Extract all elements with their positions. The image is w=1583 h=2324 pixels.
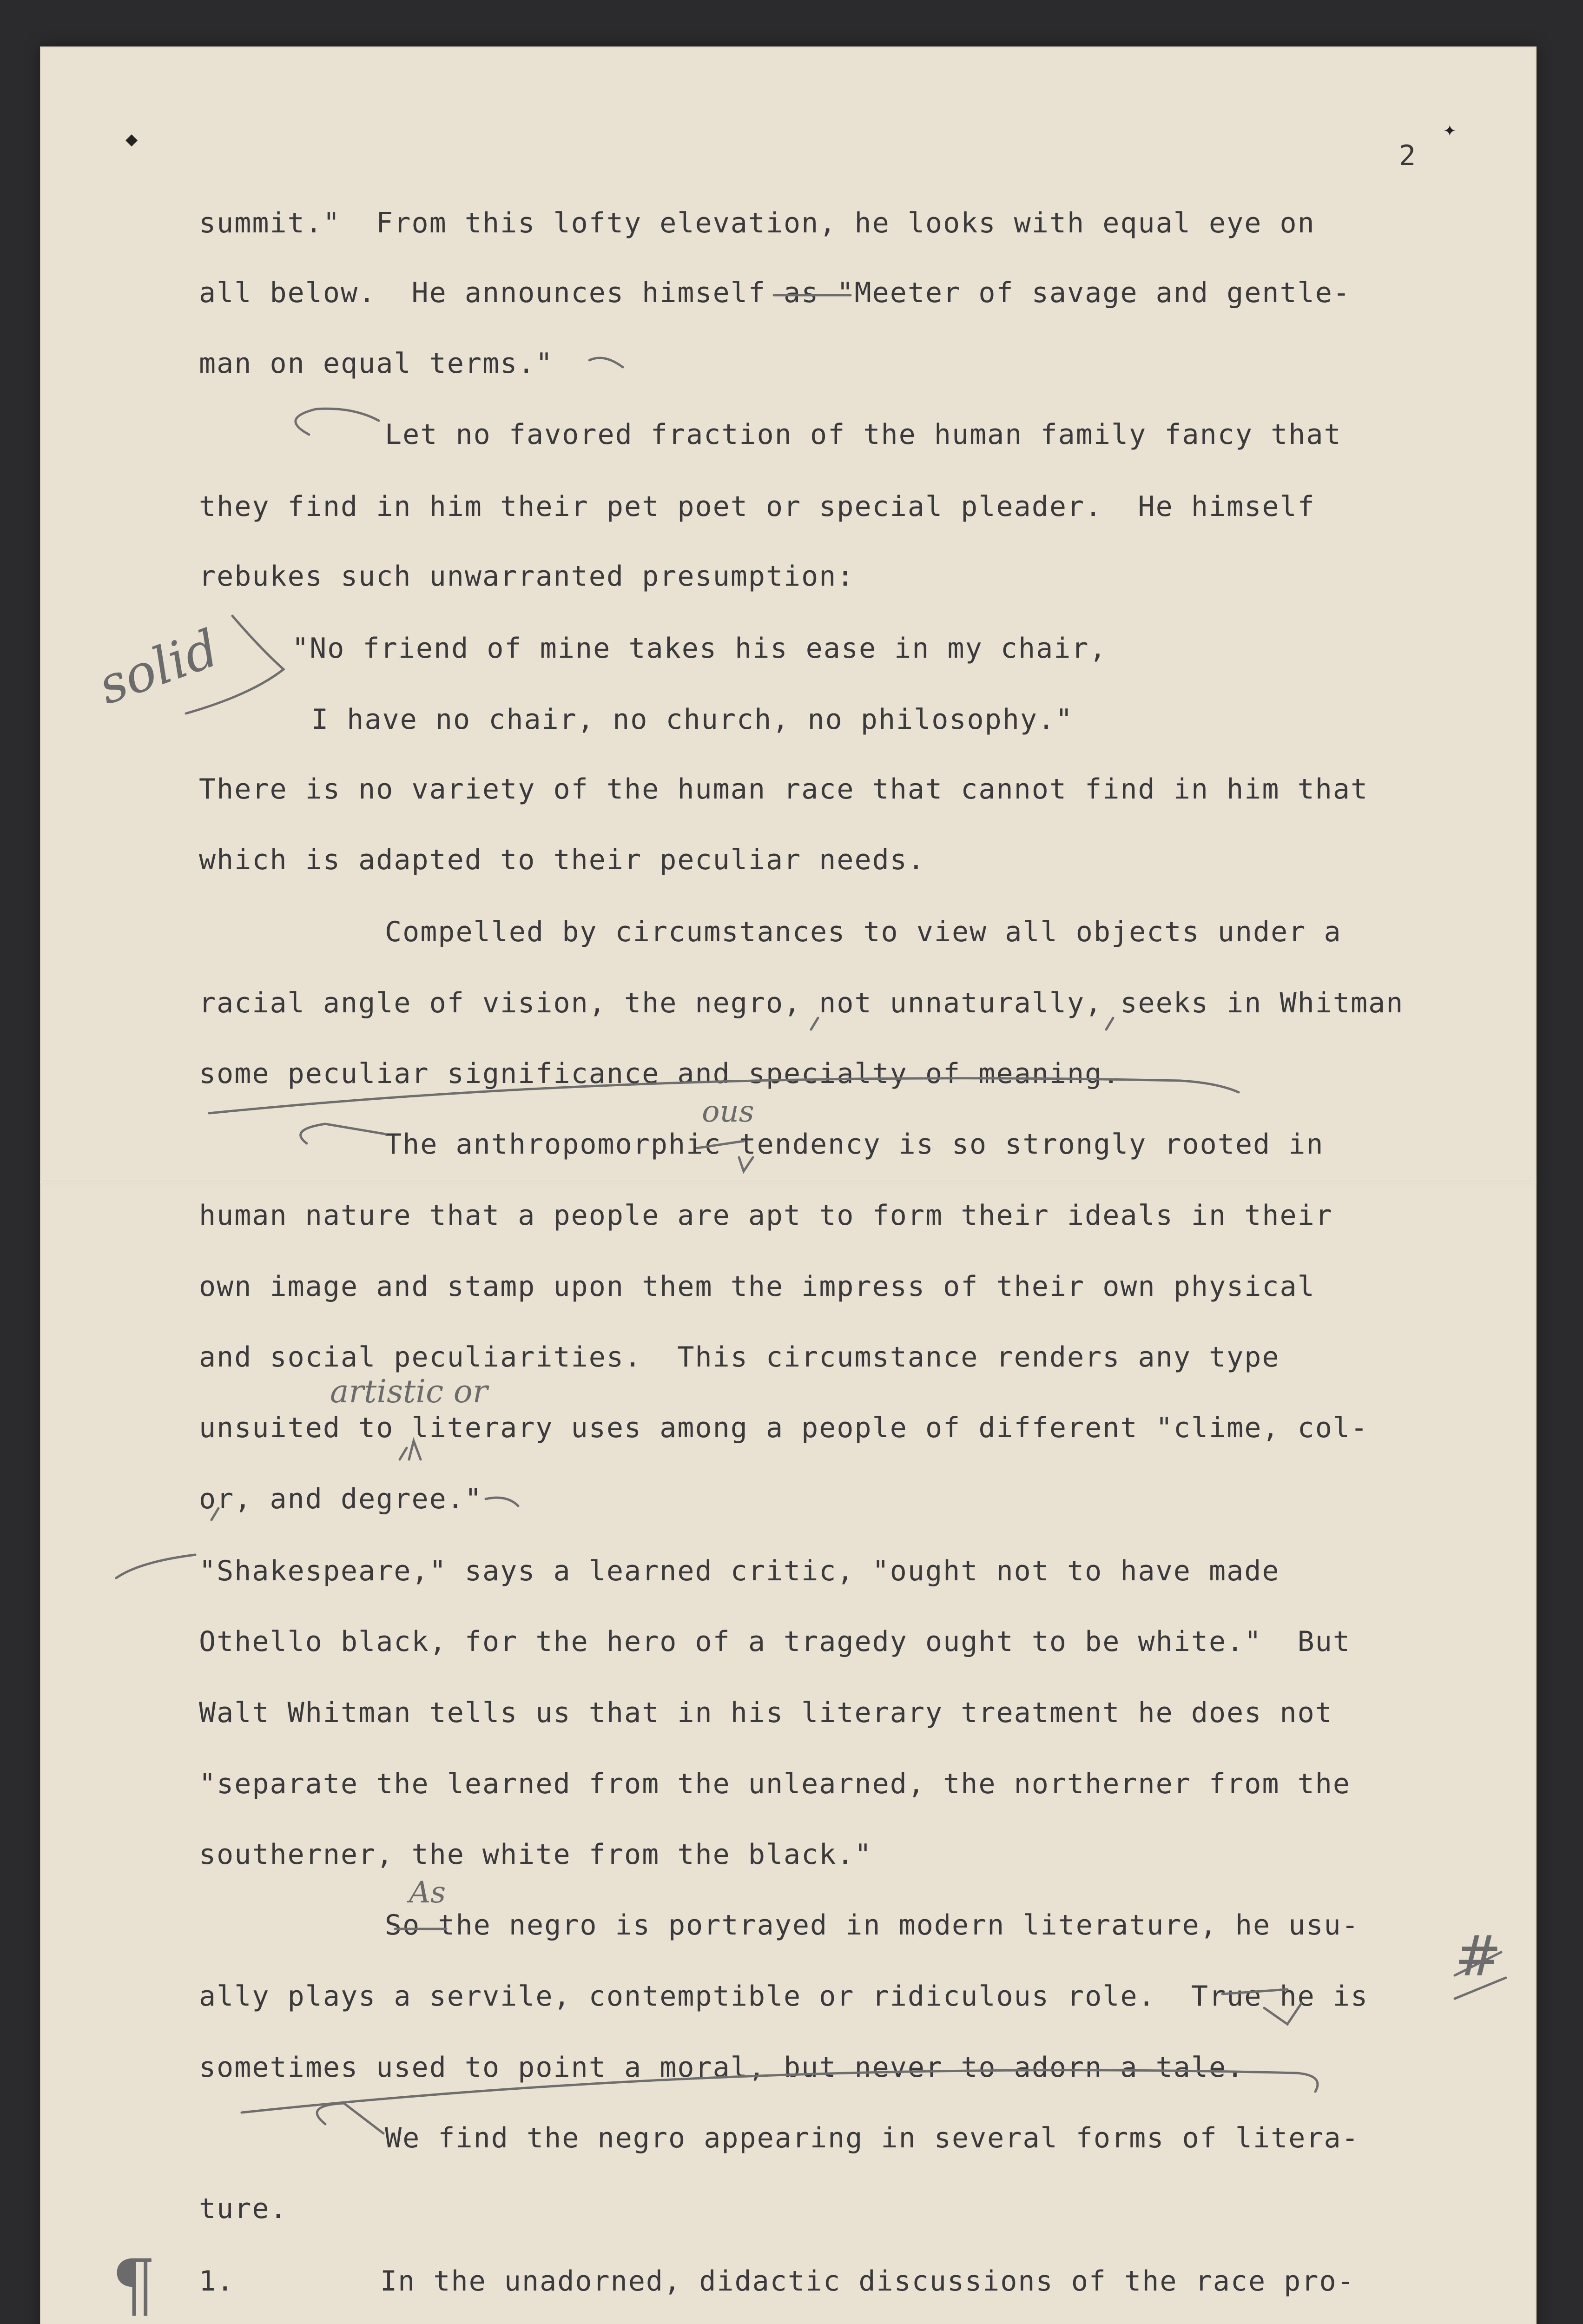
text-line-8: which is adapted to their peculiar needs. [199, 844, 926, 876]
text-line-23: So the negro is portrayed in modern literature, he usu- [385, 1909, 1359, 1941]
handwritten-as: As [409, 1875, 446, 1910]
text-line-21: "separate the learned from the unlearned, the northerner from the [199, 1768, 1351, 1800]
page-fold [40, 1181, 1537, 1183]
text-line-26: We find the negro appearing in several forms of litera- [385, 2122, 1359, 2154]
text-line-27: ture. [199, 2192, 288, 2225]
handwritten-artistic-or: artistic or [330, 1373, 488, 1410]
text-line-1: summit." From this lofty elevation, he looks with equal eye on [199, 207, 1315, 239]
text-line-16: unsuited to literary uses among a people of different "clime, col- [199, 1412, 1369, 1444]
text-line-11: some peculiar significance and specialty of meaning. [199, 1057, 1121, 1090]
text-line-19: Othello black, for the hero of a tragedy ought to be white." But [199, 1625, 1351, 1658]
quote-line-2: I have no chair, no church, no philosophy." [311, 703, 1074, 736]
pin-mark-right: ✦ [1443, 122, 1457, 140]
quote-line-1: "No friend of mine takes his ease in my chair, [292, 632, 1107, 665]
text-line-6: rebukes such unwarranted presumption: [199, 560, 855, 593]
text-line-2: all below. He announces himself as "Meeter of savage and gentle- [199, 277, 1351, 309]
text-line-12: The anthropomorphic tendency is so strongly rooted in [385, 1128, 1324, 1161]
text-line-14: own image and stamp upon them the impress of their own physical [199, 1270, 1315, 1303]
text-line-3: man on equal terms." [199, 347, 554, 380]
text-line-20: Walt Whitman tells us that in his literary treatment he does not [199, 1697, 1333, 1729]
text-line-5: they find in him their pet poet or special pleader. He himself [199, 490, 1315, 523]
text-line-18: "Shakespeare," says a learned critic, "ought not to have made [199, 1555, 1280, 1587]
text-line-17: or, and degree." [199, 1483, 482, 1515]
handwritten-paragraph-mark: ¶ [112, 2245, 156, 2324]
text-line-10: racial angle of vision, the negro, not unnaturally, seeks in Whitman [199, 987, 1404, 1019]
text-line-13: human nature that a people are apt to form their ideals in their [199, 1199, 1333, 1232]
text-line-22: southerner, the white from the black." [199, 1838, 872, 1871]
list-number-1: 1. [199, 2265, 235, 2298]
text-line-9: Compelled by circumstances to view all objects under a [385, 916, 1342, 948]
text-line-24: ally plays a servile, contemptible or ridiculous role. True he is [199, 1980, 1369, 2013]
page-number: 2 [1399, 139, 1416, 172]
pin-mark-left: ◆ [125, 130, 138, 149]
handwritten-space-mark: # [1455, 1924, 1502, 1989]
text-line-15: and social peculiarities. This circumstance renders any type [199, 1341, 1280, 1373]
text-line-28: In the unadorned, didactic discussions of the race pro- [380, 2265, 1355, 2298]
handwritten-solid: solid [91, 618, 226, 716]
text-line-25: sometimes used to point a moral, but never to adorn a tale. [199, 2051, 1245, 2084]
text-line-7: There is no variety of the human race that cannot find in him that [199, 773, 1369, 805]
handwritten-ous: ous [702, 1095, 754, 1129]
text-line-4: Let no favored fraction of the human family fancy that [385, 418, 1342, 451]
